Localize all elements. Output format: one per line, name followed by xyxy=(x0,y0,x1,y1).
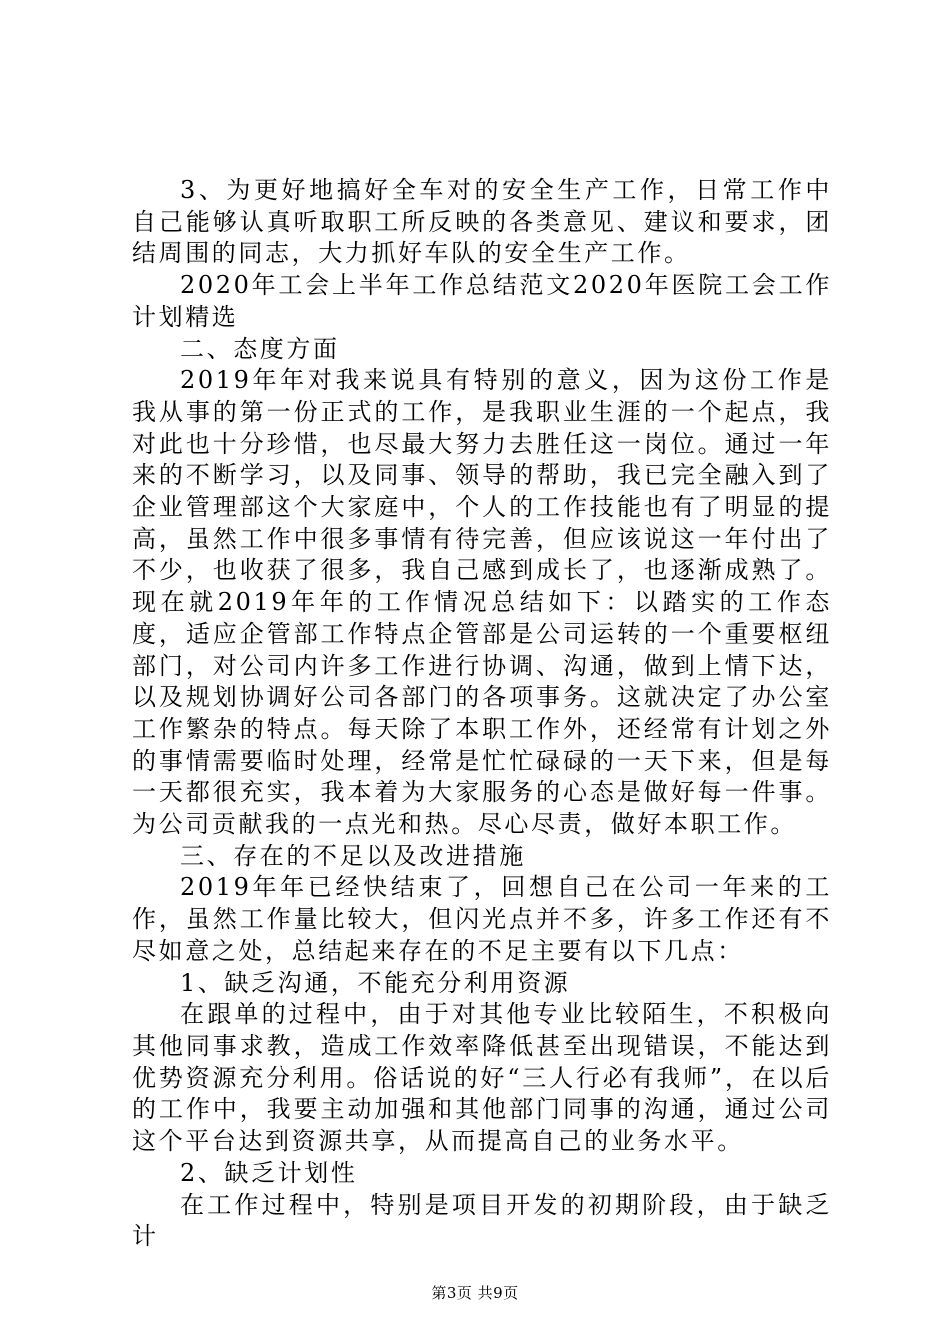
paragraph-attitude: 2019年年对我来说具有特别的意义，因为这份工作是我从事的第一份正式的工作，是我职业生涯的一个起点，我对此也十分珍惜，也尽最大努力去胜任这一岗位。通过一年来的不断学习，以及同事、领导的帮助，我已完全融入到了企业管理部这个大家庭中，个人的工作技能也有了明显的提高，虽然工作中很多事情有待完善，但应该说这一年付出了不少，也收获了很多，我自己感到成长了，也逐渐成熟了。现在就2019年年的工作情况总结如下：以踏实的工作态度，适应企管部工作特点企管部是公司运转的一个重要枢纽部门，对公司内许多工作进行协调、沟通，做到上情下达，以及规划协调好公司各部门的各项事务。这就决定了办公室工作繁杂的特点。每天除了本职工作外，还经常有计划之外的事情需要临时处理，经常是忙忙碌碌的一天下来，但是每一天都很充实，我本着为大家服务的心态是做好每一件事。为公司贡献我的一点光和热。尽心尽责，做好本职工作。 xyxy=(132,366,832,839)
paragraph-shortcomings-intro: 2019年年已经快结束了，回想自己在公司一年来的工作，虽然工作量比较大，但闪光点并不多，许多工作还有不尽如意之处，总结起来存在的不足主要有以下几点： xyxy=(132,873,832,965)
document-body xyxy=(132,175,832,1253)
subheading-planning: 2、缺乏计划性 xyxy=(180,1158,358,1187)
paragraph-related-titles: 2020年工会上半年工作总结范文2020年医院工会工作计划精选 xyxy=(132,271,832,331)
paragraph-planning: 在工作过程中，特别是项目开发的初期阶段，由于缺乏计 xyxy=(132,1190,832,1251)
paragraph-communication: 在跟单的过程中，由于对其他专业比较陌生，不积极向其他同事求教，造成工作效率降低甚至出现错误，不能达到优势资源充分利用。俗话说的好“三人行必有我师”，在以后的工作中，我要主动加强和其他部门同事的沟通，通过公司这个平台达到资源共享，从而提高自己的业务水平。 xyxy=(132,1000,832,1156)
section-heading-shortcomings: 三、存在的不足以及改进措施 xyxy=(180,841,526,870)
paragraph-safety-work: 3、为更好地搞好全车对的安全生产工作，日常工作中自己能够认真听取职工所反映的各类意见、建议和要求，团结周围的同志，大力抓好车队的安全生产工作。 xyxy=(132,176,832,268)
page-number-footer: 第3页 共9页 xyxy=(431,1284,519,1302)
section-heading-attitude: 二、态度方面 xyxy=(180,334,340,363)
subheading-communication: 1、缺乏沟通，不能充分利用资源 xyxy=(180,968,571,997)
